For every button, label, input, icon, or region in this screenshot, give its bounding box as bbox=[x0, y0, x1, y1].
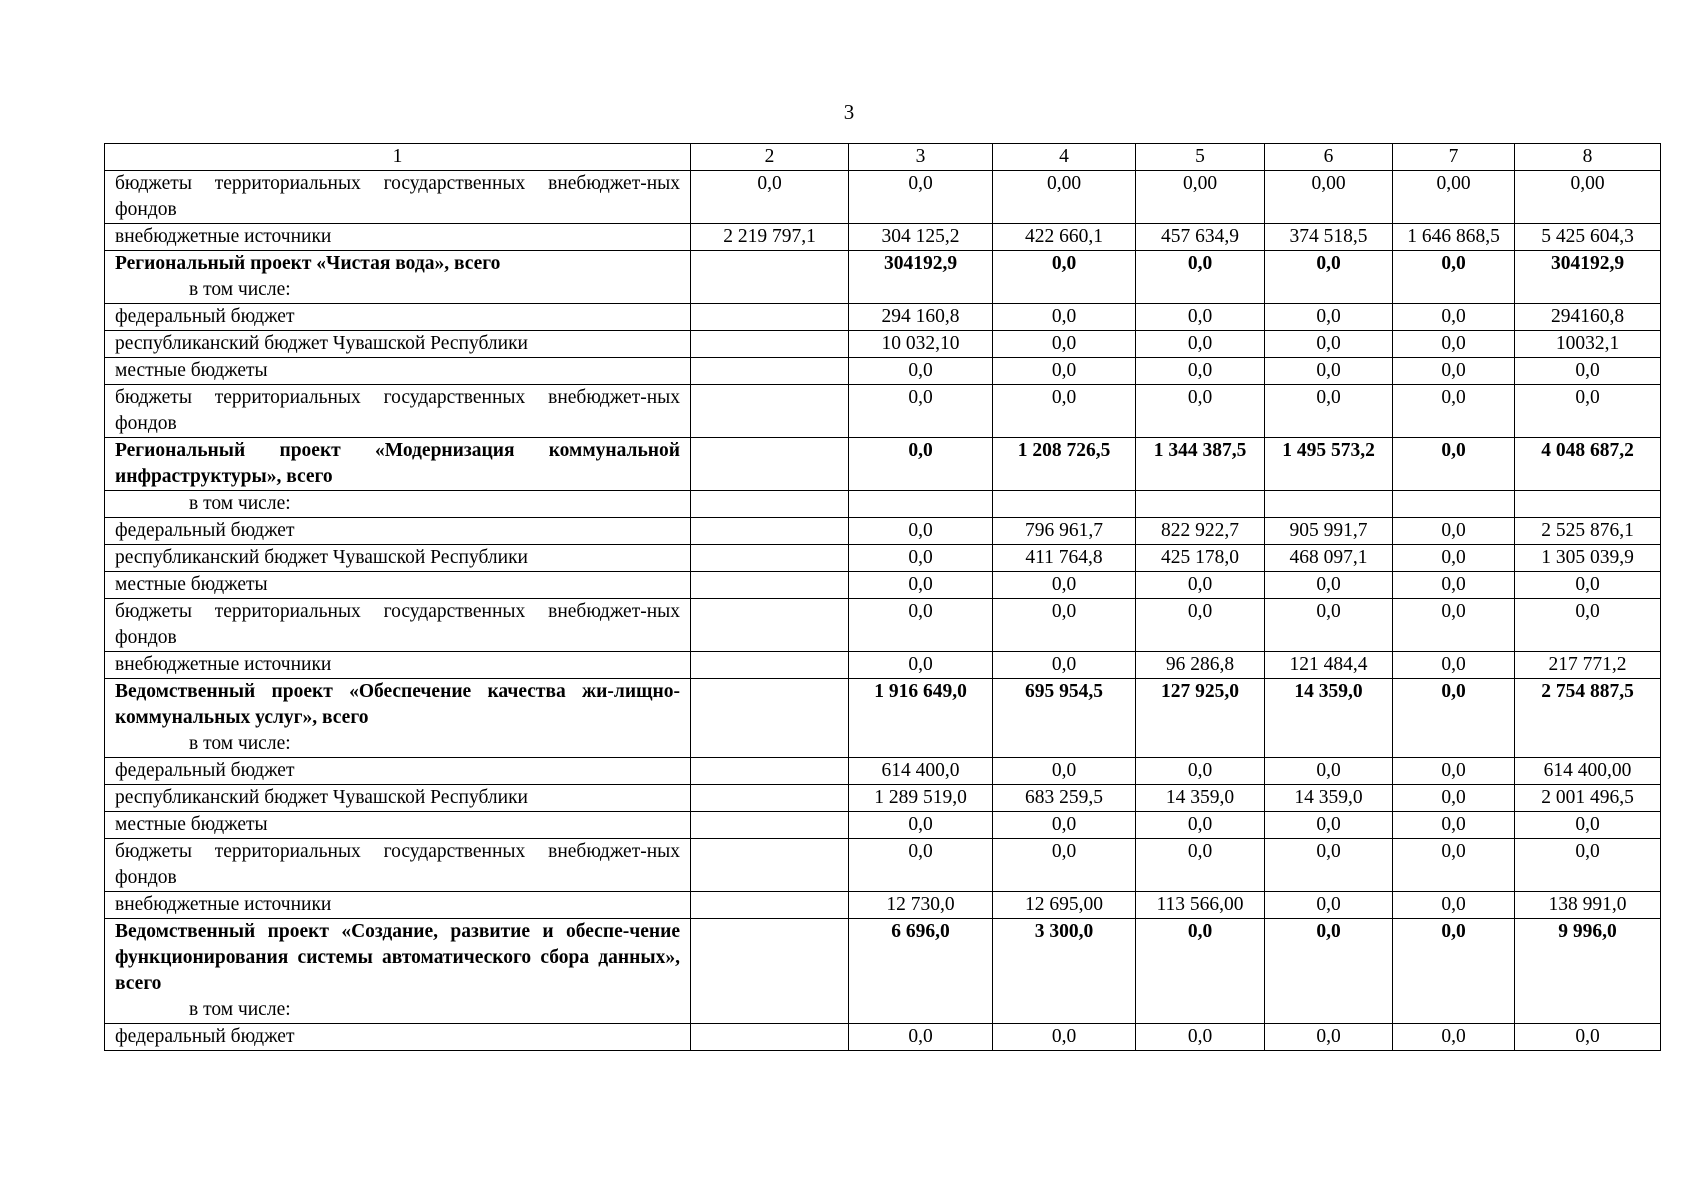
value-cell: 1 495 573,2 bbox=[1265, 438, 1393, 491]
value-cell: 0,0 bbox=[1393, 331, 1515, 358]
value-cell: 0,0 bbox=[1393, 1024, 1515, 1051]
value-cell: 422 660,1 bbox=[993, 224, 1136, 251]
row-label-cell bbox=[105, 919, 691, 1024]
value-cell: 0,0 bbox=[1393, 251, 1515, 304]
value-cell: 304192,9 bbox=[1515, 251, 1661, 304]
table-row bbox=[105, 331, 1661, 358]
value-cell: 0,0 bbox=[1393, 758, 1515, 785]
value-cell bbox=[1515, 491, 1661, 518]
value-cell bbox=[691, 545, 849, 572]
value-cell: 14 359,0 bbox=[1265, 679, 1393, 758]
value-cell: 0,0 bbox=[1265, 758, 1393, 785]
value-cell: 0,0 bbox=[993, 331, 1136, 358]
value-cell: 0,0 bbox=[849, 358, 993, 385]
value-cell: 0,0 bbox=[1393, 385, 1515, 438]
value-cell: 0,0 bbox=[849, 1024, 993, 1051]
value-cell: 0,0 bbox=[1393, 304, 1515, 331]
value-cell bbox=[691, 438, 849, 491]
value-cell: 0,0 bbox=[1393, 518, 1515, 545]
value-cell: 796 961,7 bbox=[993, 518, 1136, 545]
value-cell: 0,0 bbox=[1515, 599, 1661, 652]
row-label-cell bbox=[105, 224, 691, 251]
header-cell: 3 bbox=[849, 144, 993, 171]
value-cell: 1 916 649,0 bbox=[849, 679, 993, 758]
row-label-cell bbox=[105, 572, 691, 599]
value-cell: 0,0 bbox=[1515, 812, 1661, 839]
value-cell: 411 764,8 bbox=[993, 545, 1136, 572]
value-cell: 0,00 bbox=[993, 171, 1136, 224]
value-cell bbox=[691, 518, 849, 545]
value-cell: 217 771,2 bbox=[1515, 652, 1661, 679]
includes-label: в том числе: bbox=[189, 493, 291, 514]
value-cell: 0,0 bbox=[1136, 331, 1265, 358]
row-label-cell bbox=[105, 839, 691, 892]
value-cell: 0,0 bbox=[1136, 1024, 1265, 1051]
value-cell: 425 178,0 bbox=[1136, 545, 1265, 572]
row-label-cell bbox=[105, 785, 691, 812]
value-cell: 0,0 bbox=[1393, 599, 1515, 652]
header-cell: 2 bbox=[691, 144, 849, 171]
value-cell: 614 400,0 bbox=[849, 758, 993, 785]
value-cell bbox=[691, 839, 849, 892]
row-label: бюджеты территориальных государственных внебюджет-ных фондов bbox=[115, 173, 680, 220]
row-label: федеральный бюджет bbox=[115, 306, 295, 327]
budget-table bbox=[104, 143, 1661, 1051]
value-cell: 294160,8 bbox=[1515, 304, 1661, 331]
row-label: федеральный бюджет bbox=[115, 1026, 295, 1047]
value-cell: 0,0 bbox=[1136, 758, 1265, 785]
value-cell: 0,0 bbox=[849, 545, 993, 572]
value-cell: 2 754 887,5 bbox=[1515, 679, 1661, 758]
value-cell bbox=[691, 679, 849, 758]
value-cell: 1 289 519,0 bbox=[849, 785, 993, 812]
value-cell: 0,0 bbox=[1136, 358, 1265, 385]
header-cell: 1 bbox=[105, 144, 691, 171]
value-cell: 0,0 bbox=[849, 171, 993, 224]
value-cell: 4 048 687,2 bbox=[1515, 438, 1661, 491]
row-label-cell bbox=[105, 652, 691, 679]
value-cell: 683 259,5 bbox=[993, 785, 1136, 812]
row-label-cell bbox=[105, 438, 691, 491]
value-cell: 614 400,00 bbox=[1515, 758, 1661, 785]
table-row bbox=[105, 304, 1661, 331]
row-label: республиканский бюджет Чувашской Республики bbox=[115, 787, 528, 808]
value-cell: 2 219 797,1 bbox=[691, 224, 849, 251]
value-cell: 0,00 bbox=[1136, 171, 1265, 224]
value-cell: 113 566,00 bbox=[1136, 892, 1265, 919]
table-row-total bbox=[105, 438, 1661, 491]
value-cell: 0,0 bbox=[1265, 331, 1393, 358]
row-label: внебюджетные источники bbox=[115, 654, 332, 675]
value-cell: 1 344 387,5 bbox=[1136, 438, 1265, 491]
row-label: Ведомственный проект «Обеспечение качества жи-лищно-коммунальных услуг», всего bbox=[115, 681, 680, 728]
table-row bbox=[105, 385, 1661, 438]
row-label: республиканский бюджет Чувашской Республики bbox=[115, 547, 528, 568]
value-cell: 0,0 bbox=[993, 358, 1136, 385]
row-label-cell bbox=[105, 758, 691, 785]
value-cell: 2 001 496,5 bbox=[1515, 785, 1661, 812]
value-cell: 0,0 bbox=[993, 839, 1136, 892]
value-cell: 0,0 bbox=[1265, 919, 1393, 1024]
row-label: внебюджетные источники bbox=[115, 894, 332, 915]
value-cell: 695 954,5 bbox=[993, 679, 1136, 758]
value-cell: 0,0 bbox=[993, 572, 1136, 599]
table-row bbox=[105, 518, 1661, 545]
value-cell: 0,0 bbox=[1515, 572, 1661, 599]
value-cell: 0,0 bbox=[1393, 572, 1515, 599]
value-cell: 14 359,0 bbox=[1136, 785, 1265, 812]
table-row-total bbox=[105, 679, 1661, 758]
value-cell: 374 518,5 bbox=[1265, 224, 1393, 251]
row-label-cell bbox=[105, 304, 691, 331]
value-cell: 0,0 bbox=[1265, 385, 1393, 438]
value-cell: 0,0 bbox=[849, 438, 993, 491]
value-cell bbox=[691, 358, 849, 385]
value-cell bbox=[691, 304, 849, 331]
value-cell: 0,0 bbox=[1393, 839, 1515, 892]
value-cell: 0,0 bbox=[1136, 572, 1265, 599]
value-cell bbox=[691, 892, 849, 919]
value-cell: 0,0 bbox=[1393, 679, 1515, 758]
table-row bbox=[105, 171, 1661, 224]
row-label-cell bbox=[105, 358, 691, 385]
value-cell: 3 300,0 bbox=[993, 919, 1136, 1024]
value-cell: 0,0 bbox=[849, 652, 993, 679]
value-cell: 304192,9 bbox=[849, 251, 993, 304]
header-cell: 5 bbox=[1136, 144, 1265, 171]
includes-label: в том числе: bbox=[189, 733, 291, 754]
table-row bbox=[105, 224, 1661, 251]
value-cell: 457 634,9 bbox=[1136, 224, 1265, 251]
value-cell: 0,0 bbox=[1515, 358, 1661, 385]
table-row bbox=[105, 599, 1661, 652]
table-row-total bbox=[105, 251, 1661, 304]
value-cell bbox=[691, 652, 849, 679]
value-cell: 138 991,0 bbox=[1515, 892, 1661, 919]
value-cell: 0,0 bbox=[691, 171, 849, 224]
value-cell bbox=[691, 812, 849, 839]
value-cell bbox=[691, 758, 849, 785]
value-cell: 0,0 bbox=[1265, 812, 1393, 839]
table-row bbox=[105, 839, 1661, 892]
value-cell: 0,0 bbox=[1265, 892, 1393, 919]
table-body bbox=[105, 144, 1661, 1051]
value-cell: 0,0 bbox=[849, 572, 993, 599]
value-cell: 0,0 bbox=[1515, 839, 1661, 892]
includes-label: в том числе: bbox=[189, 279, 291, 300]
table-row bbox=[105, 892, 1661, 919]
table-row bbox=[105, 358, 1661, 385]
value-cell: 0,0 bbox=[1393, 785, 1515, 812]
value-cell: 905 991,7 bbox=[1265, 518, 1393, 545]
value-cell: 0,0 bbox=[993, 251, 1136, 304]
value-cell bbox=[1393, 491, 1515, 518]
value-cell: 0,0 bbox=[1393, 919, 1515, 1024]
table-row bbox=[105, 1024, 1661, 1051]
row-label-cell bbox=[105, 518, 691, 545]
value-cell: 0,0 bbox=[993, 385, 1136, 438]
table-row bbox=[105, 785, 1661, 812]
value-cell: 0,0 bbox=[1136, 304, 1265, 331]
value-cell: 0,0 bbox=[1393, 438, 1515, 491]
value-cell: 0,0 bbox=[1265, 599, 1393, 652]
value-cell: 14 359,0 bbox=[1265, 785, 1393, 812]
value-cell bbox=[691, 1024, 849, 1051]
value-cell bbox=[1136, 491, 1265, 518]
row-label-cell bbox=[105, 812, 691, 839]
value-cell: 0,0 bbox=[1265, 1024, 1393, 1051]
row-label: бюджеты территориальных государственных внебюджет-ных фондов bbox=[115, 387, 680, 434]
value-cell: 0,0 bbox=[993, 812, 1136, 839]
value-cell: 0,0 bbox=[1265, 304, 1393, 331]
value-cell: 0,0 bbox=[993, 599, 1136, 652]
value-cell: 6 696,0 bbox=[849, 919, 993, 1024]
value-cell: 0,0 bbox=[1136, 812, 1265, 839]
value-cell: 822 922,7 bbox=[1136, 518, 1265, 545]
value-cell: 294 160,8 bbox=[849, 304, 993, 331]
value-cell: 96 286,8 bbox=[1136, 652, 1265, 679]
value-cell: 121 484,4 bbox=[1265, 652, 1393, 679]
row-label: бюджеты территориальных государственных внебюджет-ных фондов bbox=[115, 601, 680, 648]
includes-label: в том числе: bbox=[189, 999, 291, 1020]
table-row bbox=[105, 652, 1661, 679]
row-label-cell bbox=[105, 171, 691, 224]
row-label: федеральный бюджет bbox=[115, 760, 295, 781]
row-label: бюджеты территориальных государственных внебюджет-ных фондов bbox=[115, 841, 680, 888]
table-row bbox=[105, 758, 1661, 785]
value-cell: 10032,1 bbox=[1515, 331, 1661, 358]
value-cell: 0,0 bbox=[993, 304, 1136, 331]
header-cell: 4 bbox=[993, 144, 1136, 171]
value-cell: 127 925,0 bbox=[1136, 679, 1265, 758]
value-cell: 0,0 bbox=[1393, 892, 1515, 919]
row-label: внебюджетные источники bbox=[115, 226, 332, 247]
value-cell: 0,0 bbox=[993, 1024, 1136, 1051]
value-cell: 0,0 bbox=[1265, 572, 1393, 599]
value-cell: 0,0 bbox=[993, 758, 1136, 785]
value-cell: 0,0 bbox=[1393, 545, 1515, 572]
value-cell: 10 032,10 bbox=[849, 331, 993, 358]
value-cell: 0,0 bbox=[1136, 251, 1265, 304]
value-cell: 0,0 bbox=[1515, 385, 1661, 438]
row-label: местные бюджеты bbox=[115, 574, 268, 595]
value-cell: 1 646 868,5 bbox=[1393, 224, 1515, 251]
row-label: Региональный проект «Модернизация коммунальной инфраструктуры», всего bbox=[115, 440, 680, 487]
header-cell: 6 bbox=[1265, 144, 1393, 171]
value-cell: 0,0 bbox=[849, 812, 993, 839]
value-cell: 0,0 bbox=[849, 839, 993, 892]
row-label-cell bbox=[105, 251, 691, 304]
value-cell bbox=[993, 491, 1136, 518]
value-cell bbox=[691, 785, 849, 812]
table-row-total bbox=[105, 919, 1661, 1024]
header-row bbox=[105, 144, 1661, 171]
value-cell: 304 125,2 bbox=[849, 224, 993, 251]
header-cell: 8 bbox=[1515, 144, 1661, 171]
value-cell: 0,0 bbox=[993, 652, 1136, 679]
value-cell: 0,00 bbox=[1265, 171, 1393, 224]
value-cell: 468 097,1 bbox=[1265, 545, 1393, 572]
row-label-cell bbox=[105, 385, 691, 438]
row-label: федеральный бюджет bbox=[115, 520, 295, 541]
value-cell: 0,0 bbox=[1393, 652, 1515, 679]
value-cell bbox=[691, 385, 849, 438]
value-cell: 1 208 726,5 bbox=[993, 438, 1136, 491]
row-label: местные бюджеты bbox=[115, 360, 268, 381]
row-label-cell bbox=[105, 491, 691, 518]
header-cell: 7 bbox=[1393, 144, 1515, 171]
table-row bbox=[105, 812, 1661, 839]
value-cell: 2 525 876,1 bbox=[1515, 518, 1661, 545]
value-cell: 5 425 604,3 bbox=[1515, 224, 1661, 251]
value-cell: 9 996,0 bbox=[1515, 919, 1661, 1024]
value-cell: 0,0 bbox=[1136, 839, 1265, 892]
table-row bbox=[105, 572, 1661, 599]
value-cell: 0,0 bbox=[849, 518, 993, 545]
row-label: Ведомственный проект «Создание, развитие и обеспе-чение функционирования системы автоматического сбора данных», всего bbox=[115, 921, 680, 994]
row-label-cell bbox=[105, 545, 691, 572]
value-cell: 0,0 bbox=[849, 599, 993, 652]
value-cell bbox=[691, 572, 849, 599]
value-cell: 0,00 bbox=[1393, 171, 1515, 224]
value-cell: 0,00 bbox=[1515, 171, 1661, 224]
value-cell: 12 695,00 bbox=[993, 892, 1136, 919]
row-label-cell bbox=[105, 1024, 691, 1051]
value-cell: 0,0 bbox=[1136, 599, 1265, 652]
value-cell: 0,0 bbox=[849, 385, 993, 438]
value-cell bbox=[691, 919, 849, 1024]
row-label-cell bbox=[105, 679, 691, 758]
value-cell bbox=[849, 491, 993, 518]
value-cell: 0,0 bbox=[1265, 251, 1393, 304]
row-label-cell bbox=[105, 599, 691, 652]
value-cell: 0,0 bbox=[1515, 1024, 1661, 1051]
value-cell bbox=[1265, 491, 1393, 518]
value-cell: 0,0 bbox=[1136, 385, 1265, 438]
value-cell bbox=[691, 331, 849, 358]
value-cell: 1 305 039,9 bbox=[1515, 545, 1661, 572]
value-cell: 12 730,0 bbox=[849, 892, 993, 919]
row-label-cell bbox=[105, 892, 691, 919]
value-cell bbox=[691, 491, 849, 518]
value-cell: 0,0 bbox=[1393, 812, 1515, 839]
value-cell: 0,0 bbox=[1136, 919, 1265, 1024]
row-label: республиканский бюджет Чувашской Республики bbox=[115, 333, 528, 354]
table-row bbox=[105, 545, 1661, 572]
table-row bbox=[105, 491, 1661, 518]
value-cell: 0,0 bbox=[1393, 358, 1515, 385]
value-cell: 0,0 bbox=[1265, 839, 1393, 892]
value-cell bbox=[691, 251, 849, 304]
page-number: 3 bbox=[843, 100, 855, 124]
row-label: Региональный проект «Чистая вода», всего bbox=[115, 253, 501, 274]
row-label: местные бюджеты bbox=[115, 814, 268, 835]
row-label-cell bbox=[105, 331, 691, 358]
value-cell bbox=[691, 599, 849, 652]
value-cell: 0,0 bbox=[1265, 358, 1393, 385]
